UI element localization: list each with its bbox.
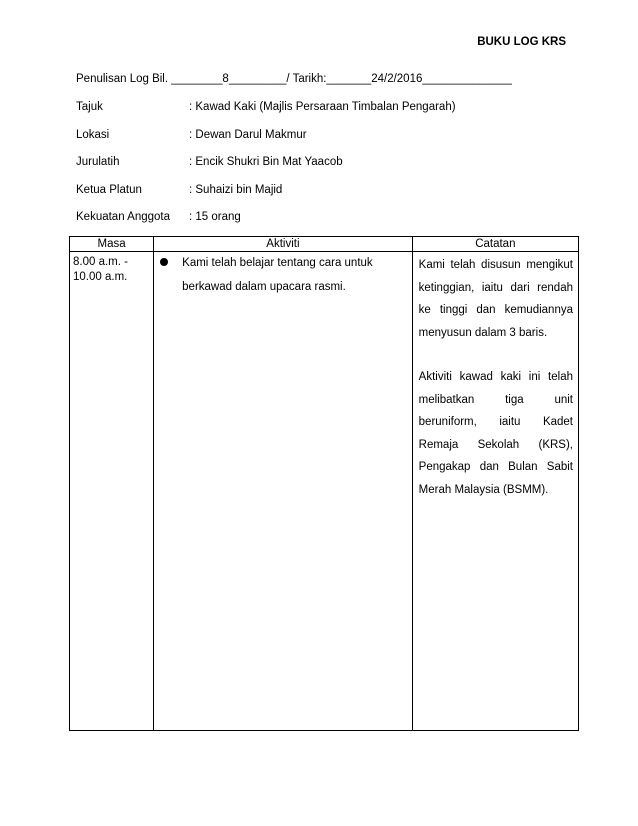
masa-cell	[70, 252, 154, 731]
masa-text: 8.00 a.m. - 10.00 a.m.	[73, 256, 128, 283]
field-jurulatih	[76, 156, 456, 184]
catatan-cell	[412, 252, 578, 731]
column-header-masa: Masa	[70, 237, 154, 252]
field-value: : Kawad Kaki (Majlis Persaraan Timbalan Pengarah)	[189, 101, 456, 113]
field-label: Kekuatan Anggota	[76, 211, 170, 223]
table-row	[70, 252, 579, 731]
field-label: Lokasi	[76, 128, 110, 141]
bullet-icon	[160, 258, 168, 266]
column-header-aktiviti: Aktiviti	[154, 237, 413, 252]
document-header-title: BUKU LOG KRS	[477, 36, 566, 48]
log-details	[76, 101, 456, 239]
aktiviti-cell	[154, 252, 413, 731]
aktiviti-text: Kami telah belajar tentang cara untuk berkawad dalam upacara rasmi.	[182, 257, 373, 293]
field-ketua-platun	[76, 184, 456, 212]
field-label: Tajuk	[76, 101, 103, 113]
field-value: : Dewan Darul Makmur	[189, 128, 307, 141]
field-label: Jurulatih	[76, 156, 120, 168]
field-kekuatan-anggota	[76, 211, 456, 239]
field-tajuk	[76, 101, 456, 129]
catatan-paragraph: Kami telah disusun mengikut ketinggian, iaitu dari rendah ke tinggi dan kemudiannya menyusun dalam 3 baris.	[418, 259, 573, 339]
field-value: : Encik Shukri Bin Mat Yaacob	[189, 156, 343, 168]
activity-log-table	[69, 236, 579, 731]
field-lokasi	[76, 129, 456, 157]
log-number-date-line: Penulisan Log Bil. ________8_________/ Tarikh:_______24/2/2016______________	[76, 73, 512, 85]
field-value: : Suhaizi bin Majid	[189, 183, 283, 196]
field-label: Ketua Platun	[76, 183, 142, 196]
catatan-paragraph: Aktiviti kawad kaki ini telah melibatkan tiga unit beruniform, iaitu Kadet Remaja Sekolah (KRS), Pengakap dan Bulan Sabit Merah Malaysia (BSMM).	[418, 371, 573, 496]
column-header-catatan: Catatan	[412, 237, 578, 252]
table-header-row	[70, 237, 579, 252]
field-value: : 15 orang	[189, 211, 241, 223]
